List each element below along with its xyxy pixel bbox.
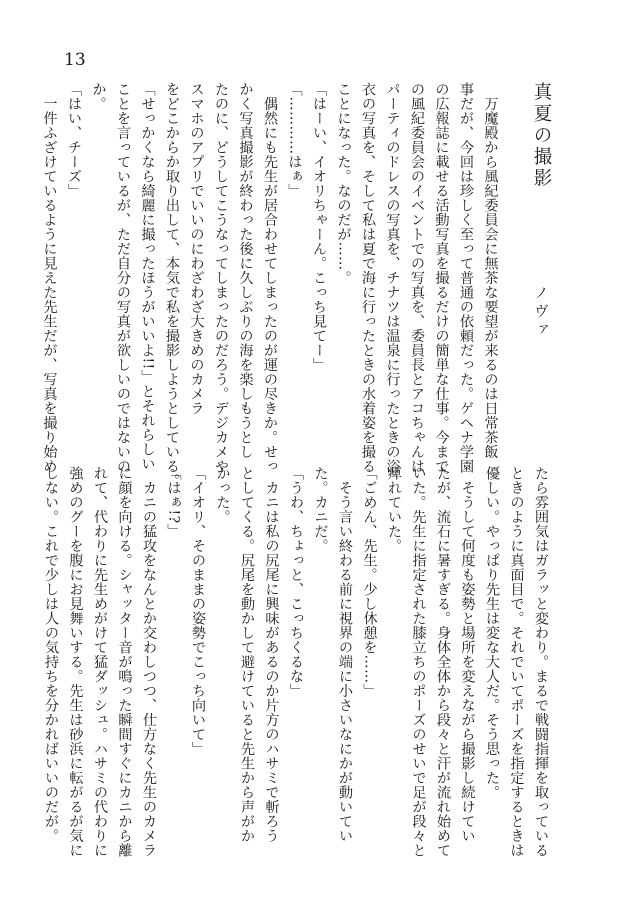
- text-line: ときのように真面目で。それでいてポーズを指定するときは: [508, 466, 525, 858]
- text-line: をどこからか取り出して、本気で私を撮影しようとしている。: [164, 82, 180, 488]
- text-line: たのに、どうしてこうなってしまったのだろう。デジカメや: [213, 82, 229, 474]
- text-line: の広報誌に載せる活動写真を撮るだけの簡単な仕事。今まで: [433, 82, 450, 474]
- text-line: 衣の写真を、そして私は夏で海に行ったときの水着姿を撮る: [360, 82, 376, 474]
- text-line: いた。先生に指定された膝立ちのポーズのせいで足が段々と: [410, 466, 427, 858]
- author-name: ノヴァ: [532, 285, 548, 341]
- text-line: しない。これで少しは人の気持ちを分かればいいのだが。: [43, 466, 59, 843]
- text-line: 優しい。やっぱり先生は変な大人だ。そう思った。: [484, 466, 500, 800]
- text-line: 強めのグーを腹にお見舞いする。先生は砂浜に転がるが気に: [67, 466, 84, 858]
- text-line: 「ごめん、先生。少し休憩を……」: [361, 466, 378, 698]
- text-line: 「はい、チーズ」: [66, 82, 82, 198]
- text-line: 痺れていた。: [386, 466, 402, 553]
- text-line: れて、代わりに先生めがけて猛ダッシュ。ハサミの代わりに: [92, 466, 108, 858]
- text-line: 「せっかくなら綺麗に撮ったほうがいいよ!!」とそれらしい: [139, 82, 156, 472]
- text-line: 「はーい、イオリちゃーん。こっち見てー」: [311, 82, 327, 372]
- text-line: カニの猛攻をなんとか交わしつつ、仕方なく先生のカメラ: [141, 466, 157, 858]
- text-line: 一件ふざけているように見えた先生だが、写真を撮り始め: [41, 82, 58, 474]
- text-line: ことを言っているが、ただ自分の写真が欲しいのではないの: [115, 82, 131, 474]
- text-line: 「はぁ!?」: [165, 466, 182, 538]
- lower-text-block: [39, 466, 554, 856]
- text-line: パーティのドレスの写真を、チナツは温泉に行ったときの浴: [384, 82, 401, 474]
- text-line: ことになった。なのだが……。: [335, 82, 352, 285]
- text-line: 「…………はぁ」: [286, 82, 303, 198]
- text-line: 事だが、今回は珍しく至って普通の依頼だった。ゲヘナ学園: [458, 82, 474, 474]
- upper-text-block: [37, 82, 553, 488]
- text-line: そう言い終わる前に視界の端に小さいなにかが動いてい: [337, 466, 353, 843]
- text-line: 万魔殿から風紀委員会に無茶な要望が来るのは日常茶飯: [482, 82, 499, 459]
- text-line: スマホのアプリでいいのにわざわざ大きめのカメラ: [188, 82, 205, 416]
- text-line: た。カニだ。: [312, 466, 329, 553]
- text-line: としてくる。尻尾を動かして避けていると先生から声がか: [239, 466, 255, 843]
- text-line: か。: [90, 82, 107, 111]
- text-line: カニは私の尻尾に興味があるのか片方のハサミで斬ろう: [263, 466, 280, 843]
- text-line: たが、流石に暑すぎる。身体全体から段々と汗が流れ始めて: [435, 466, 451, 858]
- story-title: 真夏の撮影: [531, 82, 552, 190]
- text-line: 「うわ、ちょっと、こっちくるな」: [288, 466, 304, 698]
- text-line: たら雰囲気はガラッと変わり。まるで戦闘指揮を取っている: [533, 466, 549, 858]
- text-line: 「イオリ、そのままの姿勢でこっち向いて」: [190, 466, 206, 756]
- text-line: 偶然にも先生が居合わせてしまったのが運の尽きか。せっ: [262, 82, 278, 474]
- text-line: そうして何度も姿勢と場所を変えながら撮影し続けてい: [459, 466, 476, 843]
- text-line: かった。: [214, 466, 231, 524]
- text-line: かく写真撮影が終わった後に久しぶりの海を楽しもうとし: [237, 82, 254, 459]
- page-number: 13: [64, 50, 86, 70]
- text-line: の風紀委員会のイベントでの写真を、委員長とアコちゃんは: [409, 82, 425, 474]
- text-line: に顔を向ける。シャッター音が鳴った瞬間すぐにカニから離: [116, 466, 133, 858]
